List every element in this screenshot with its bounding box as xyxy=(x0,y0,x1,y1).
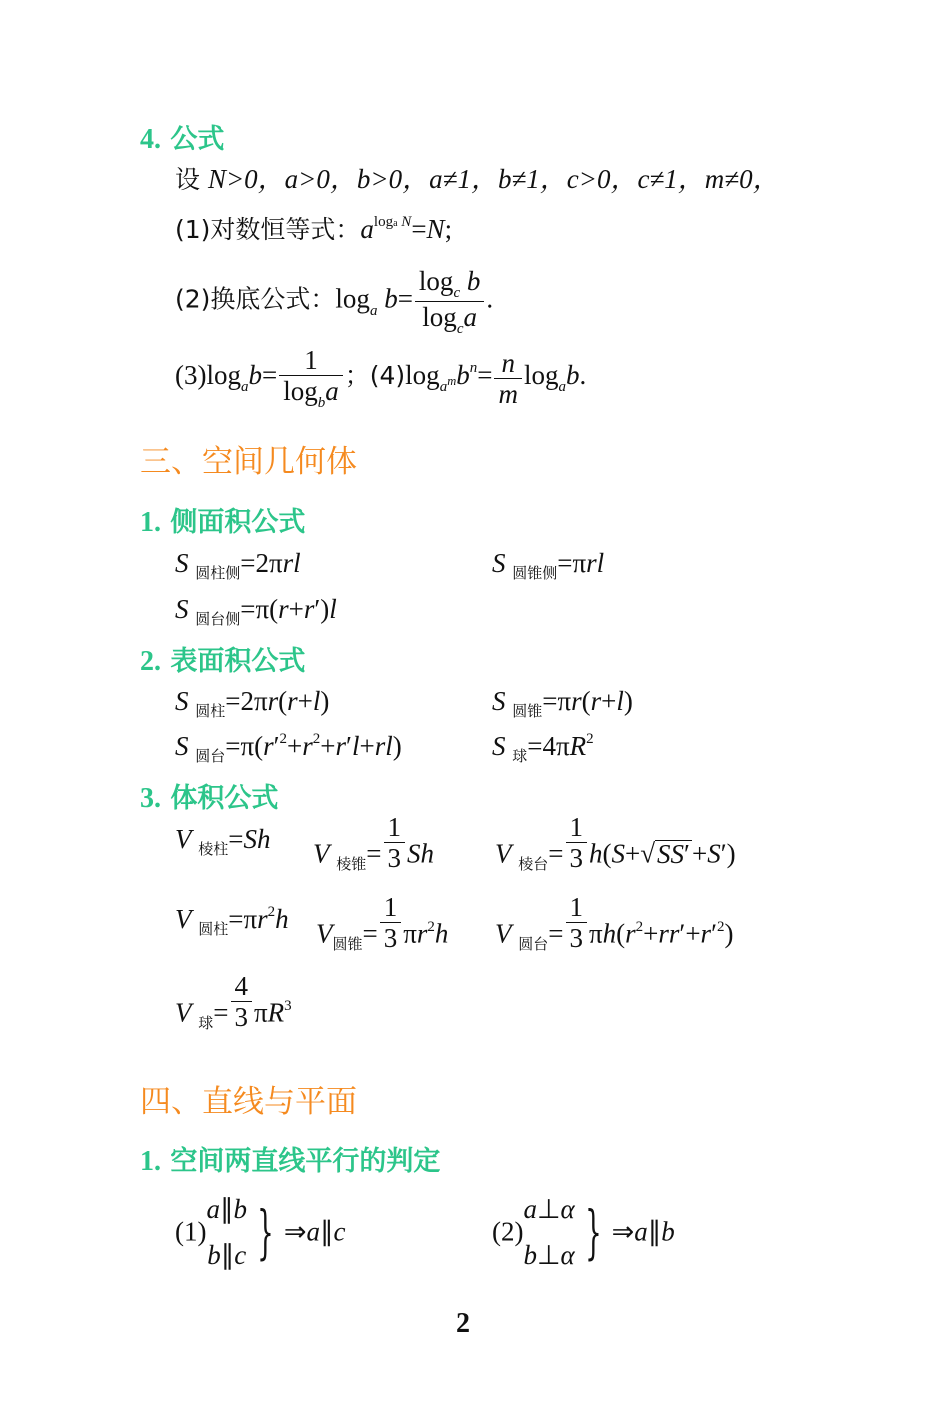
sub-frustum-side: 圆台侧 xyxy=(195,610,241,628)
formula-2-label: (2)换底公式： xyxy=(175,284,336,314)
cone-lateral-area: S $_{圆锥侧}$=πrl xyxy=(492,548,605,582)
one-third-fraction: $\frac{1}{3}$ xyxy=(566,812,588,873)
frustum-surface-area: S $_{圆台}=\pi(r'^2+r^2+r'l+rl)$ xyxy=(175,731,402,765)
surface-area-title: 表面积公式 xyxy=(170,646,306,677)
four-thirds-fraction: $\frac{4}{3}$ xyxy=(231,971,253,1032)
parallel-rule-2: (2) a⊥α b⊥α } ⇒a∥b xyxy=(492,1194,675,1270)
section-4-heading xyxy=(140,117,224,156)
formula-4-label: ；(4) xyxy=(344,361,406,391)
cone-surface-area: S $_{圆锥}$=πr(r+l) xyxy=(492,686,633,720)
page-number: 2 xyxy=(456,1308,470,1339)
lateral-area-number: 1. xyxy=(140,507,161,538)
parallel-lines-number: 1. xyxy=(140,1146,161,1177)
formula-change-of-base: (2)换底公式：$\log_a b=$ $\frac{\log_c b}{\log_ca}$ . xyxy=(175,266,494,337)
lateral-area-title: 侧面积公式 xyxy=(170,507,306,538)
parallel-lines-heading xyxy=(140,1139,440,1178)
conditions-lead: 设 xyxy=(175,165,208,194)
sub-cone-side: 圆锥侧 xyxy=(512,564,558,582)
cone-volume: $V_{圆锥}=$ $\frac{1}{3}$ $\pi r^2h$ xyxy=(316,892,449,953)
sub-cone: 圆锥 xyxy=(332,934,363,953)
section-3-heading: 三、空间几何体 xyxy=(140,444,357,480)
sub-cone: 圆锥 xyxy=(512,702,543,720)
power-fraction: $\frac{n}{m}$ xyxy=(494,348,522,409)
one-third-fraction: $\frac{1}{3}$ xyxy=(380,892,402,953)
lateral-area-heading xyxy=(140,500,305,539)
sub-sphere: 球 xyxy=(512,747,528,765)
section-4-title: 公式 xyxy=(170,124,225,155)
conditions-line xyxy=(175,166,780,193)
cylinder-volume: V $_{圆柱}=\pi r^2h$ xyxy=(175,904,289,938)
sub-frustum: 圆台 xyxy=(195,747,226,765)
formula-1-label: (1)对数恒等式： xyxy=(175,215,361,244)
prism-frustum-volume: V $_{棱台}$= $\frac{1}{3}$ h(S+√SS′+S′) xyxy=(495,812,736,873)
rule-2-label: (2) xyxy=(492,1216,524,1247)
volume-title: 体积公式 xyxy=(170,783,279,814)
sub-cylinder: 圆柱 xyxy=(195,702,226,720)
volume-number: 3. xyxy=(140,783,161,814)
prism-volume: V $_{棱柱}$=Sh xyxy=(175,824,271,858)
conditions-text: N>0，a>0，b>0，a≠1，b≠1，c>0，c≠1，m≠0， xyxy=(207,164,780,194)
frustum-lateral-area: S $_{圆台侧}$=π(r+r′)l xyxy=(175,594,337,628)
rule-1-label: (1) xyxy=(175,1216,207,1247)
pyramid-volume: V $_{棱锥}$= $\frac{1}{3}$ Sh xyxy=(313,812,434,873)
sub-prism-frustum: 棱台 xyxy=(518,854,549,873)
formula-3-label: (3) xyxy=(175,360,207,391)
volume-heading xyxy=(140,776,278,815)
sub-sphere: 球 xyxy=(198,1013,214,1032)
sub-cylinder: 圆柱 xyxy=(198,920,229,938)
sphere-surface-area: S $_球=4\pi R^2$ xyxy=(492,731,594,765)
formula-log-identity: (1)对数恒等式：$a^{loga N}=N$; xyxy=(175,214,453,244)
frustum-volume: V $_{圆台}$= $\frac{1}{3}$ $\pi h(r^2+rr'+r'^2)$ xyxy=(495,892,734,953)
sub-cylinder-side: 圆柱侧 xyxy=(195,564,241,582)
parallel-rule-1: (1) a∥b b∥c } ⇒a∥c xyxy=(175,1194,346,1270)
cylinder-surface-area: S $_{圆柱}$=2πr(r+l) xyxy=(175,686,330,720)
cylinder-lateral-area: S $_{圆柱侧}$=2πrl xyxy=(175,548,301,582)
reciprocal-fraction: $\frac{1}{\log_ba}$ xyxy=(279,345,343,411)
parallel-lines-title: 空间两直线平行的判定 xyxy=(170,1146,441,1177)
one-third-fraction: $\frac{1}{3}$ xyxy=(384,812,406,873)
surface-area-number: 2. xyxy=(140,646,161,677)
section-4-number: 4. xyxy=(140,124,161,155)
formula-log-reciprocal-and-power: $(3)\log_ab=$ $\frac{1}{\log_ba}$ ；$(4)\log_{a^m}b^n=$ $\frac{n}{m}$ $\log_ab$. xyxy=(175,345,587,411)
sphere-volume: V $_球$= $\frac{4}{3}$ $\pi R^3$ xyxy=(175,971,292,1032)
sub-prism: 棱柱 xyxy=(198,840,229,858)
one-third-fraction: $\frac{1}{3}$ xyxy=(566,892,588,953)
surface-area-heading xyxy=(140,639,305,678)
change-base-fraction: $\frac{\log_c b}{\log_ca}$ xyxy=(415,266,484,337)
sub-pyramid: 棱锥 xyxy=(336,854,367,873)
section-4-lines-planes-heading: 四、直线与平面 xyxy=(140,1084,357,1120)
sub-frustum: 圆台 xyxy=(518,934,549,953)
